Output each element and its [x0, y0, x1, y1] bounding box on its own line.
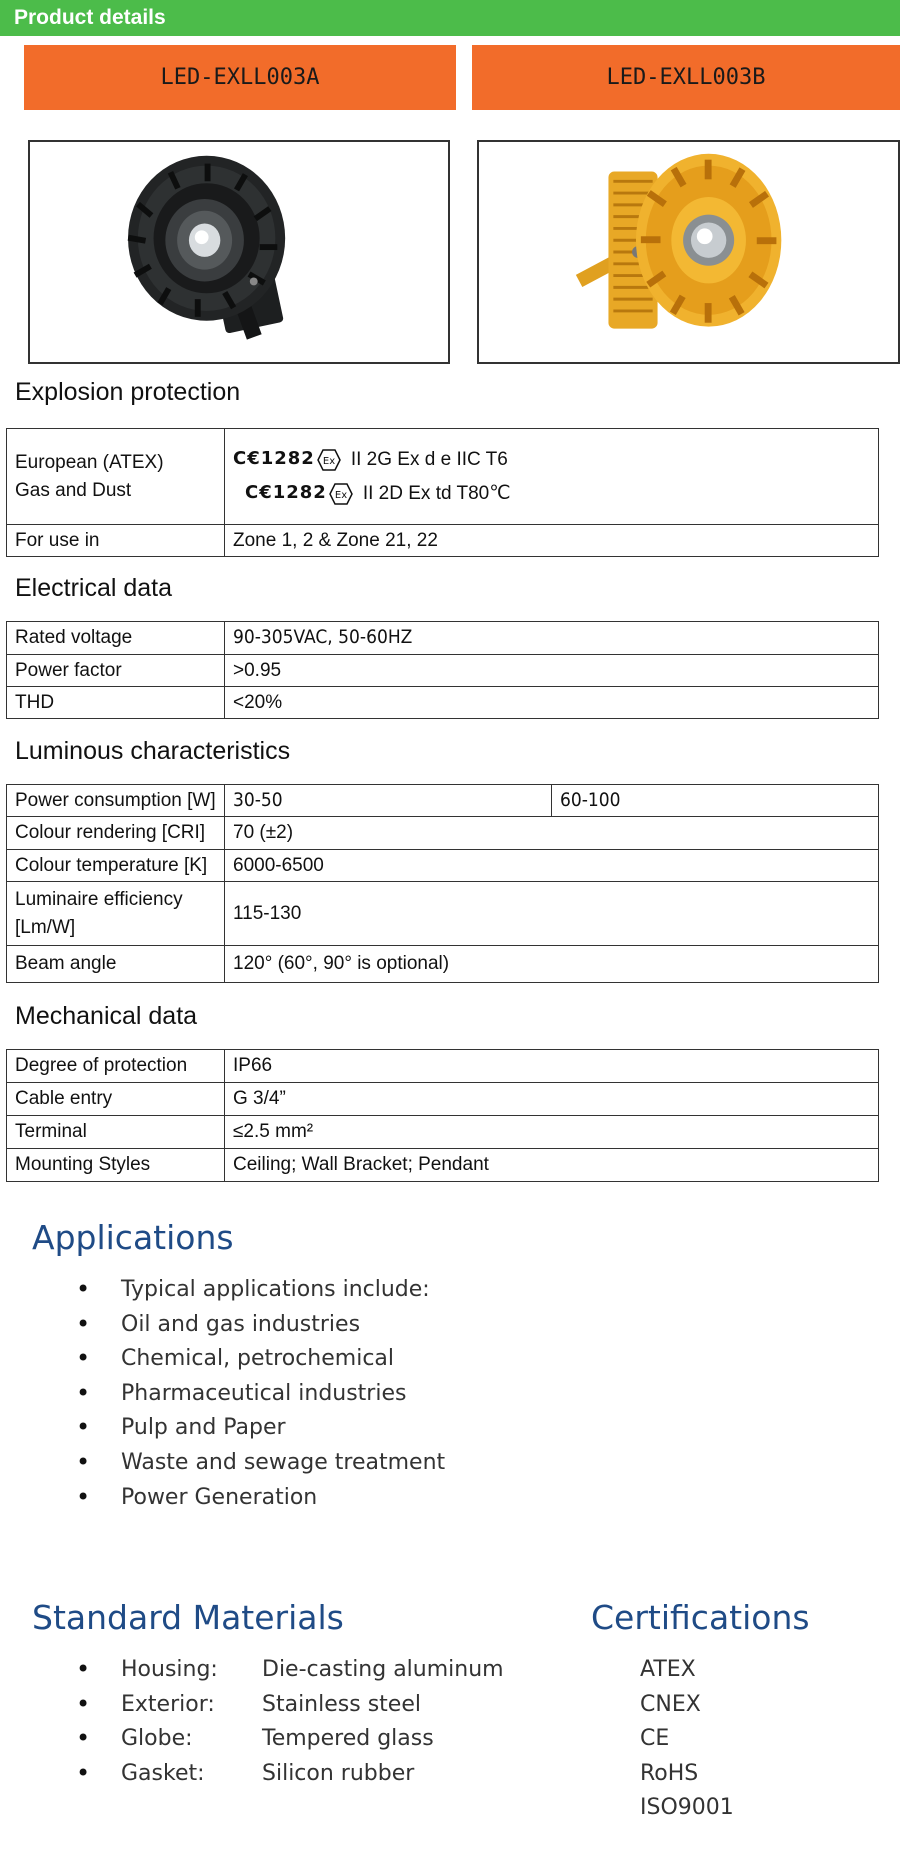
- atex-label-line-1: European (ATEX): [15, 451, 164, 473]
- gas-marking: II 2G Ex d e IIC T6: [350, 448, 508, 470]
- certifications-title: Certifications: [591, 1598, 810, 1637]
- material-value: Silicon rubber: [262, 1760, 415, 1786]
- list-item: • Oil and gas industries: [76, 1312, 445, 1347]
- list-item: [76, 1692, 504, 1727]
- colour-temperature-value: 6000-6500: [225, 850, 879, 882]
- luminaire-efficiency-label-line-1: Luminaire efficiency: [15, 888, 183, 910]
- dust-marking-line: [233, 477, 870, 511]
- product-image-b: [477, 140, 900, 364]
- terminal-value: ≤2.5 mm²: [225, 1116, 879, 1149]
- table-row: [7, 882, 879, 946]
- mounting-styles-label: Mounting Styles: [7, 1149, 225, 1182]
- applications-list: [76, 1277, 445, 1519]
- applications-title: Applications: [32, 1218, 234, 1257]
- table-row: [7, 1083, 879, 1116]
- table-row: [7, 785, 879, 817]
- model-tab-b: LED-EXLL003B: [472, 45, 900, 110]
- power-consumption-label: Power consumption [W]: [7, 785, 225, 817]
- thd-value: <20%: [225, 687, 879, 719]
- luminaire-efficiency-label-line-2: [Lm/W]: [15, 916, 76, 938]
- material-label: Housing:: [121, 1657, 218, 1682]
- table-row: [7, 1149, 879, 1182]
- svg-text:Ex: Ex: [322, 455, 335, 467]
- mechanical-data-title: Mechanical data: [15, 1002, 198, 1030]
- mechanical-data-table: [6, 1049, 879, 1182]
- electrical-data-title: Electrical data: [15, 574, 173, 602]
- power-consumption-b: 60-100: [552, 785, 879, 817]
- table-row: [7, 946, 879, 983]
- atex-label-cell: [7, 429, 225, 525]
- list-item: • Pulp and Paper: [76, 1415, 445, 1450]
- power-consumption-a: 30-50: [225, 785, 552, 817]
- list-item: CNEX: [640, 1691, 701, 1717]
- atex-label-line-2: Gas and Dust: [15, 479, 132, 501]
- beam-angle-value: 120° (60°, 90° is optional): [225, 946, 879, 983]
- ce-mark-icon: C€: [245, 482, 273, 504]
- material-label: Gasket:: [121, 1760, 205, 1786]
- ce-mark-icon: C€: [233, 448, 261, 470]
- table-row: [7, 1050, 879, 1083]
- use-label: For use in: [7, 525, 225, 557]
- ex-hexagon-icon: [329, 483, 353, 505]
- explosion-protection-title: Explosion protection: [15, 378, 241, 406]
- table-row: [7, 1116, 879, 1149]
- power-factor-label: Power factor: [7, 655, 225, 687]
- table-row: [7, 622, 879, 655]
- table-row: [7, 429, 879, 525]
- table-row: [7, 687, 879, 719]
- colour-rendering-value: 70 (±2): [225, 817, 879, 850]
- svg-text:Ex: Ex: [334, 489, 347, 501]
- model-tab-a: LED-EXLL003A: [24, 45, 456, 110]
- list-item: • Typical applications include:: [76, 1277, 445, 1312]
- material-label: Exterior:: [121, 1691, 215, 1717]
- material-value: Stainless steel: [262, 1691, 421, 1717]
- product-details-header: [0, 0, 900, 36]
- black-floodlight-illustration: [30, 142, 448, 362]
- luminous-characteristics-title: Luminous characteristics: [15, 737, 291, 765]
- beam-angle-label: Beam angle: [7, 946, 225, 983]
- gas-marking-line: [233, 443, 870, 477]
- material-label: Globe:: [121, 1726, 193, 1752]
- list-item: ISO9001: [640, 1795, 734, 1821]
- colour-rendering-label: Colour rendering [CRI]: [7, 817, 225, 850]
- degree-of-protection-label: Degree of protection: [7, 1050, 225, 1083]
- use-value: Zone 1, 2 & Zone 21, 22: [225, 525, 879, 557]
- list-item: ATEX: [640, 1657, 696, 1682]
- list-item: • Power Generation: [76, 1485, 445, 1520]
- list-item: [76, 1657, 504, 1692]
- dust-marking: II 2D Ex td T80℃: [362, 482, 511, 504]
- cable-entry-label: Cable entry: [7, 1083, 225, 1116]
- list-item: • Waste and sewage treatment: [76, 1450, 445, 1485]
- power-factor-value: >0.95: [225, 655, 879, 687]
- mounting-styles-value: Ceiling; Wall Bracket; Pendant: [225, 1149, 879, 1182]
- materials-list: [76, 1657, 504, 1795]
- material-value: Die-casting aluminum: [262, 1657, 504, 1682]
- list-item: [76, 1726, 504, 1761]
- certifications-list: [640, 1657, 734, 1830]
- degree-of-protection-value: IP66: [225, 1050, 879, 1083]
- electrical-data-table: [6, 621, 879, 719]
- cable-entry-value: G 3/4”: [225, 1083, 879, 1116]
- ex-hexagon-icon: [317, 449, 341, 471]
- table-row: [7, 655, 879, 687]
- terminal-label: Terminal: [7, 1116, 225, 1149]
- standard-materials-title: Standard Materials: [32, 1598, 344, 1637]
- ce-number: 1282: [260, 448, 315, 470]
- luminous-characteristics-table: [6, 784, 879, 983]
- explosion-protection-table: [6, 428, 879, 557]
- rated-voltage-value: 90-305VAC, 50-60HZ: [225, 622, 879, 655]
- header-title: Product details: [14, 6, 166, 29]
- list-item: • Chemical, petrochemical: [76, 1346, 445, 1381]
- rated-voltage-label: Rated voltage: [7, 622, 225, 655]
- yellow-floodlight-illustration: [479, 142, 898, 362]
- list-item: • Pharmaceutical industries: [76, 1381, 445, 1416]
- table-row: [7, 850, 879, 882]
- luminaire-efficiency-label: [7, 882, 225, 946]
- ce-number: 1282: [272, 482, 327, 504]
- list-item: [76, 1761, 504, 1796]
- atex-marking-cell: [225, 429, 879, 525]
- list-item: RoHS: [640, 1760, 699, 1786]
- table-row: [7, 525, 879, 557]
- colour-temperature-label: Colour temperature [K]: [7, 850, 225, 882]
- material-value: Tempered glass: [262, 1726, 434, 1752]
- thd-label: THD: [7, 687, 225, 719]
- table-row: [7, 817, 879, 850]
- product-image-a: [28, 140, 450, 364]
- list-item: CE: [640, 1726, 670, 1752]
- luminaire-efficiency-value: 115-130: [225, 882, 879, 946]
